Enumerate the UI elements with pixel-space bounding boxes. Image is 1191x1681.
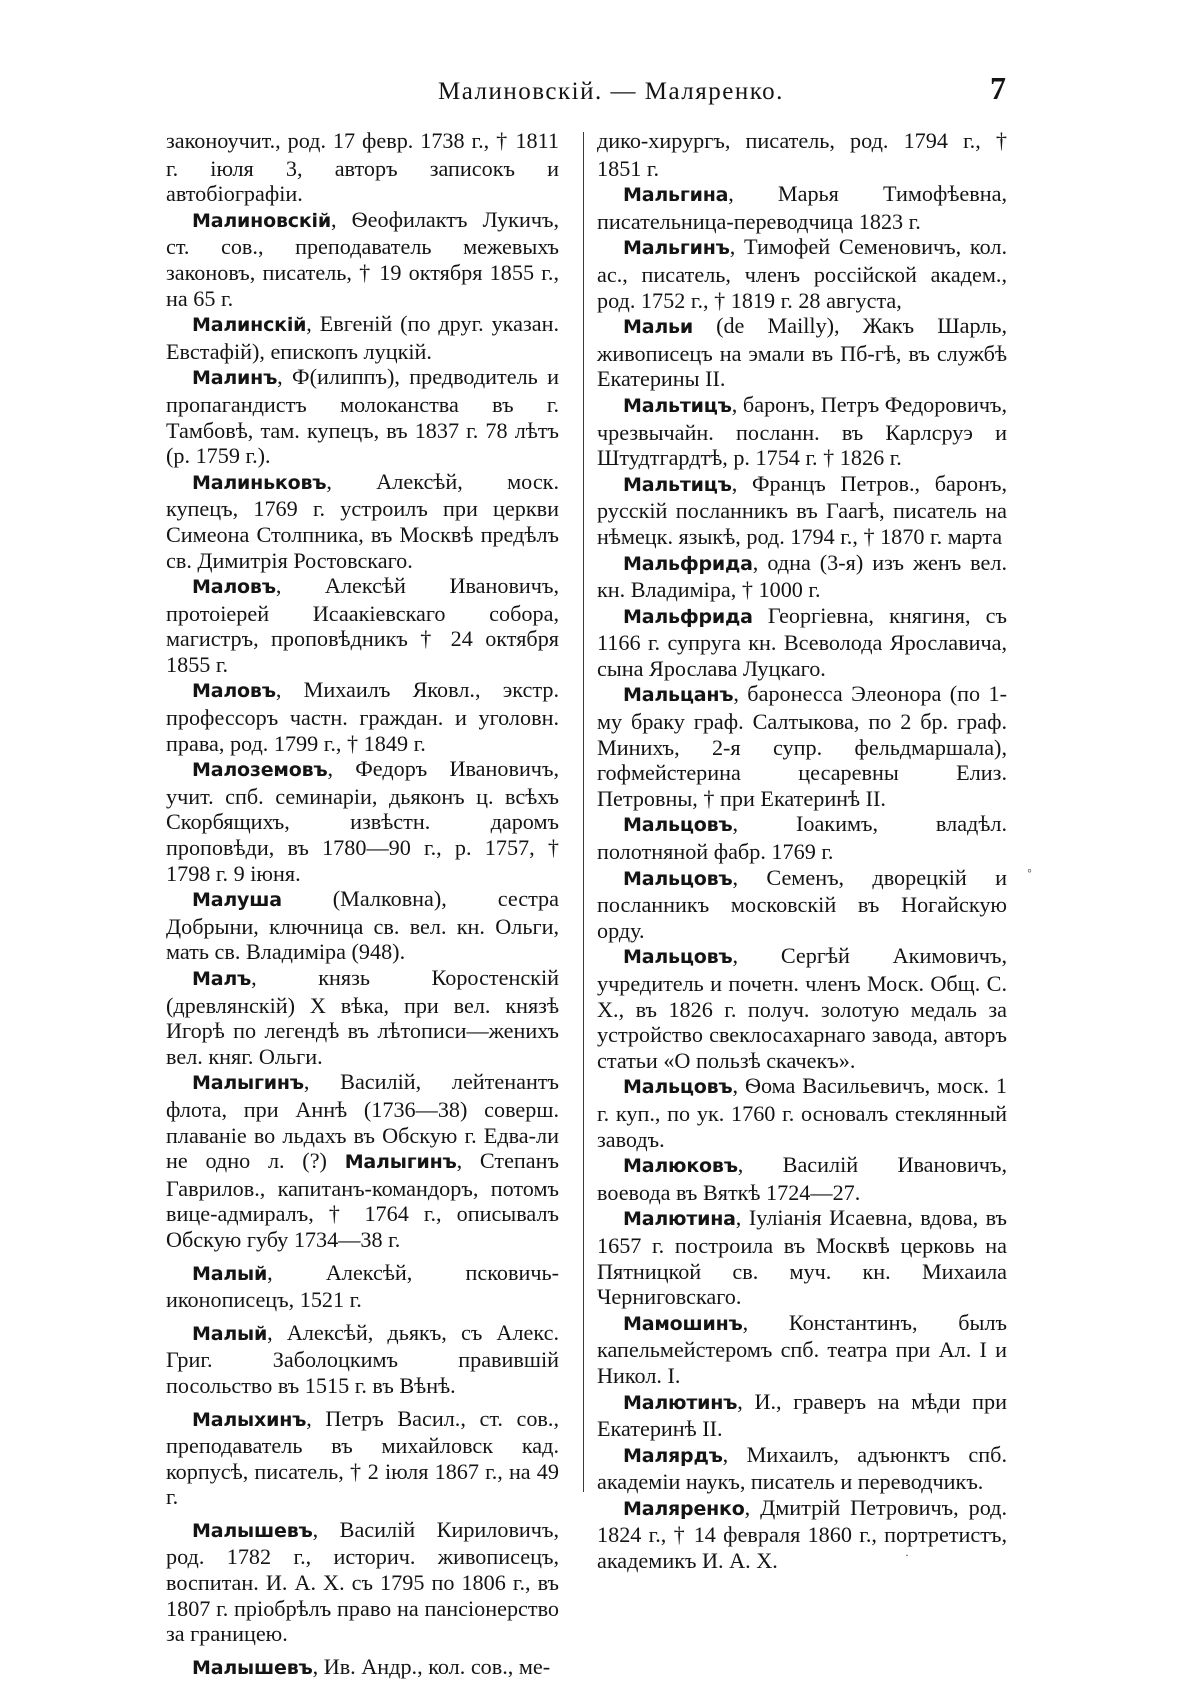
page-number: 7 xyxy=(990,70,1006,106)
entry xyxy=(597,181,1007,234)
entry-headword: Малыхинъ xyxy=(192,1408,307,1431)
entry-headword: Маляренко xyxy=(623,1497,745,1520)
entry-headword: Мальтицъ xyxy=(623,394,732,417)
running-head: Малиновскій. — Маляренко. xyxy=(438,78,784,105)
entry xyxy=(597,234,1007,313)
entry-text: , Василій Ивановичъ, воевода въ Вяткѣ 1724—27. xyxy=(597,1152,1007,1205)
entry-headword: Мальцовъ xyxy=(623,946,733,969)
entry xyxy=(166,311,559,364)
entry-headword: Мальфрида xyxy=(623,552,753,575)
entry xyxy=(597,681,1007,811)
entry-text: дико-хирургъ, писатель, род. 1794 г., † 1851 г. xyxy=(597,128,1007,181)
entry-text: , Алексѣй, моск. купецъ, 1769 г. устроилъ при церкви Симеона Столпника, въ Москвѣ предѣлъ св. Димитрія Ростовскаго. xyxy=(166,468,559,573)
entry-headword: Малышевъ xyxy=(192,1656,313,1679)
entry-headword: Маловъ xyxy=(192,576,276,599)
entry-text: , Ѳома Васильевичъ, моск. 1 г. куп., по ук. 1760 г. основалъ стеклянный заводъ. xyxy=(597,1073,1007,1152)
entry xyxy=(597,1495,1007,1574)
entry-headword: Малютина xyxy=(623,1208,736,1231)
entry xyxy=(597,1442,1007,1495)
right-column xyxy=(597,128,1007,1574)
entry xyxy=(597,943,1007,1073)
entry xyxy=(166,886,559,965)
entry-text: Георгіевна, княгиня, съ 1166 г. супруга кн. Всеволода Ярославича, сына Ярослава Луцкаго. xyxy=(597,602,1007,681)
entry-text: , Дмитрій Петровичъ, род. 1824 г., † 14 февраля 1860 г., портретистъ, академикъ И. А. Х. xyxy=(597,1494,1007,1574)
entry xyxy=(166,1320,559,1399)
entry xyxy=(166,1069,559,1252)
entry xyxy=(166,469,559,573)
entry-headword: Малярдъ xyxy=(623,1444,723,1467)
entry xyxy=(166,677,559,756)
entry-text: , Михаилъ Яковл., экстр. профессоръ частн. граждан. и уголовн. права, род. 1799 г., † 1849 г. xyxy=(166,677,559,756)
entry xyxy=(597,392,1007,471)
entry-text: , одна (3-я) изъ женъ вел. кн. Владиміра, † 1000 г. xyxy=(597,549,1007,603)
entry xyxy=(597,1073,1007,1152)
entry xyxy=(166,1517,559,1647)
entry-text: законоучит., род. 17 февр. 1738 г., † 1811 г. іюля 3, авторъ записокъ и автобіографіи. xyxy=(166,128,559,207)
entry-text: , Федоръ Ивановичъ, учит. спб. семинаріи, дьяконъ ц. всѣхъ Скорбящихъ, извѣстн. даромъ проповѣди, въ 1780—90 г., р. 1757, † 1798 г. 9 іюня. xyxy=(166,756,559,886)
entry xyxy=(597,865,1007,944)
entry-text: , Алексѣй Ивановичъ, протоіерей Исаакіевскаго собора, магистръ, проповѣдникъ † 24 октября 1855 г. xyxy=(166,573,559,677)
entry-text: , Францъ Петров., баронъ, русскій посланникъ въ Гаагѣ, писатель на нѣмецк. языкѣ, род. 1794 г., † 1870 г. марта xyxy=(597,470,1007,549)
entry-headword: Малиньковъ xyxy=(192,471,327,494)
entry xyxy=(597,1205,1007,1309)
entry-headword: Мальи xyxy=(623,316,693,339)
entry-headword: Малиновскій xyxy=(192,209,331,232)
entry-text: , Марья Тимофѣевна, писательница-переводчица 1823 г. xyxy=(597,181,1007,234)
column-divider xyxy=(583,132,584,1492)
entry-headword: Малъ xyxy=(192,968,252,990)
entry-text: , Іуліанія Исаевна, вдова, въ 1657 г. построила въ Москвѣ церковь на Пятницкой св. муч. кн. Михаила Черниговскаго. xyxy=(597,1205,1007,1310)
entry xyxy=(597,811,1007,864)
entry-text: , Василій Кириловичъ, род. 1782 г., историч. живописецъ, воспитан. И. А. Х. съ 1795 по 1806 г., въ 1807 г. пріобрѣлъ право на пансіонерство за границею. xyxy=(166,1516,559,1647)
entry xyxy=(166,207,559,311)
entry xyxy=(166,573,559,677)
entry-headword: Малый xyxy=(192,1262,268,1285)
entry-text: (Малковна), сестра Добрыни, ключница св. вел. кн. Ольги, мать св. Владиміра (948). xyxy=(166,886,559,965)
entry-headword: Мальцанъ xyxy=(623,684,734,707)
entry-headword: Мальгинъ xyxy=(623,237,730,260)
entry-text: , баронъ, Петръ Федоровичъ, чрезвычайн. посланн. въ Карлсруэ и Штудтгардтѣ, р. 1754 г. † 1826 г. xyxy=(597,391,1007,471)
entry-headword: Малышевъ xyxy=(192,1519,313,1542)
entry-headword: Малуша xyxy=(192,889,282,912)
entry xyxy=(597,603,1007,682)
entry xyxy=(166,1654,559,1681)
entry-text: , Ф(илиппъ), предводитель и пропагандистъ молоканства въ г. Тамбовѣ, там. купецъ, въ 1837 г. 78 лѣтъ (р. 1759 г.). xyxy=(166,364,559,469)
entry-text: , Евгеній (по друг. указан. Евстафій), епископъ луцкій. xyxy=(166,311,559,364)
entry xyxy=(597,1310,1007,1389)
print-speck: · xyxy=(905,1548,909,1562)
entry xyxy=(597,471,1007,550)
entry xyxy=(166,756,559,886)
entry xyxy=(166,128,559,207)
entry-text: , баронесса Элеонора (по 1-му браку граф. Салтыкова, по 2 бр. граф. Минихъ, 2-я супр. фельдмаршала), гофмейстерина цесаревны Елиз. Петровны, † при Екатеринѣ II. xyxy=(597,681,1007,811)
print-speck: ◦ xyxy=(1027,864,1032,879)
entry xyxy=(166,1260,559,1313)
entry-headword: Малинъ xyxy=(192,367,278,390)
entry-headword: Мальфрида xyxy=(623,605,753,628)
entry-headword: Мамошинъ xyxy=(623,1312,743,1335)
entry-headword: Мальтицъ xyxy=(623,473,732,496)
entry-text: , Петръ Васил., ст. сов., преподаватель въ михайловск кад. корпусѣ, писатель, † 2 іюля 1867 г., на 49 г. xyxy=(166,1405,559,1510)
entry-headword: Маловъ xyxy=(192,680,276,703)
entry-headword: Мальцовъ xyxy=(623,1076,733,1099)
entry-headword: Малюковъ xyxy=(623,1155,738,1178)
entry-text: , Степанъ Гаврилов., капитанъ-командоръ, потомъ вице-адмиралъ, † 1764 г., описывалъ Обскую губу 1734—38 г. xyxy=(166,1148,559,1252)
entry-headword: Малыгинъ xyxy=(344,1151,457,1174)
entry-headword: Малоземовъ xyxy=(192,759,328,782)
entry-text: , Алексѣй, дьякъ, съ Алекс. Григ. Заболоцкимъ правившій посольство въ 1515 г. въ Вѣнѣ. xyxy=(166,1319,559,1398)
entry-text: , Алексѣй, псковичь-иконописецъ, 1521 г. xyxy=(166,1259,559,1313)
entry-headword: Мальцовъ xyxy=(623,867,733,890)
entry xyxy=(597,128,1007,181)
entry-text: , Михаилъ, адъюнктъ спб. академіи наукъ, писатель и переводчикъ. xyxy=(597,1441,1007,1495)
entry-text: , Тимофей Семеновичъ, кол. ас., писатель, членъ россійской академ., род. 1752 г., † 1819 г. 28 августа, xyxy=(597,234,1007,313)
entry-headword: Малютинъ xyxy=(623,1391,738,1414)
entry-text: , И., граверъ на мѣди при Екатеринѣ II. xyxy=(597,1388,1007,1442)
entry xyxy=(597,313,1007,392)
entry-text: , князь Коростенскій (древлянскій) X вѣка, при вел. князѣ Игорѣ по легендѣ въ лѣтописи—женихъ вел. княг. Ольги. xyxy=(166,965,559,1069)
entry xyxy=(166,1406,559,1510)
entry-text: , Іоакимъ, владѣл. полотняной фабр. 1769 г. xyxy=(597,811,1007,865)
left-column xyxy=(166,128,559,1681)
entry-headword: Малый xyxy=(192,1322,268,1345)
entry xyxy=(597,1389,1007,1442)
entry-text: , Семенъ, дворецкій и посланникъ московскій въ Ногайскую орду. xyxy=(597,864,1007,943)
entry xyxy=(597,1152,1007,1205)
entry-text: , Ѳеофилактъ Лукичъ, ст. сов., преподаватель межевыхъ законовъ, писатель, † 19 октября 1855 г., на 65 г. xyxy=(166,206,559,311)
entry-headword: Мальгина xyxy=(623,184,729,207)
entry-headword: Малинскій xyxy=(192,314,307,337)
entry xyxy=(166,965,559,1069)
entry xyxy=(597,550,1007,603)
entry-headword: Мальцовъ xyxy=(623,814,733,837)
entry-text: , Константинъ, былъ капельмейстеромъ спб. театра при Ал. I и Никол. I. xyxy=(597,1309,1007,1388)
entry xyxy=(166,364,559,468)
entry-headword: Малыгинъ xyxy=(192,1072,304,1095)
entry-text: (de Mailly), Жакъ Шарль, живописецъ на эмали въ Пб-гѣ, въ службѣ Екатерины II. xyxy=(597,313,1007,392)
entry-text: , Василій, лейтенантъ флота, при Аннѣ (1736—38) соверш. плаваніе во льдахъ въ Обскую г. Едва-ли не одно л. (?) xyxy=(166,1069,559,1174)
entry-text: , Сергѣй Акимовичъ, учредитель и почетн. членъ Моск. Общ. С. Х., въ 1826 г. получ. золотую медаль за устройство свеклосахарнаго завода, авторъ статьи «О пользѣ скачекъ». xyxy=(597,943,1007,1073)
entry-text: , Ив. Андр., кол. сов., ме- xyxy=(312,1653,551,1679)
